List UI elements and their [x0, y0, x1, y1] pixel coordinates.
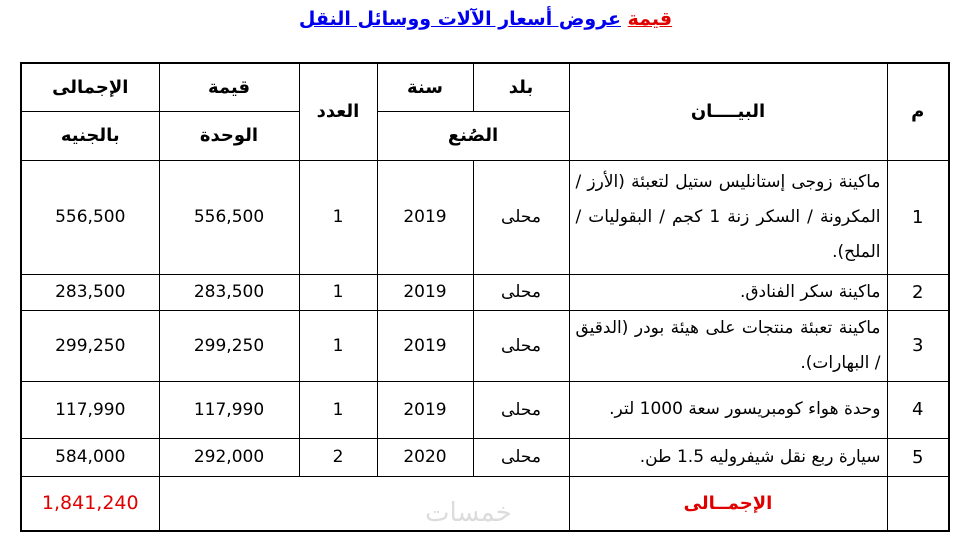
page-title	[0, 8, 971, 30]
table-row	[21, 310, 949, 381]
title-highlight: قيمة	[627, 8, 673, 30]
row-unit-price: 292,000	[159, 438, 299, 476]
row-num: 4	[887, 381, 949, 438]
row-country: محلى	[473, 160, 569, 274]
row-num: 1	[887, 160, 949, 274]
header-manufacture: الصُنع	[377, 111, 569, 160]
row-description: وحدة هواء كومبريسور سعة 1000 لتر.	[569, 381, 887, 438]
row-count: 1	[299, 381, 377, 438]
total-value: 1,841,240	[21, 476, 159, 531]
row-year: 2019	[377, 160, 473, 274]
header-unit-price-1: قيمة	[159, 63, 299, 111]
row-total: 117,990	[21, 381, 159, 438]
row-total: 584,000	[21, 438, 159, 476]
row-total: 283,500	[21, 274, 159, 310]
row-count: 2	[299, 438, 377, 476]
row-count: 1	[299, 274, 377, 310]
row-country: محلى	[473, 381, 569, 438]
header-country: بلد	[473, 63, 569, 111]
table-row	[21, 381, 949, 438]
row-year: 2019	[377, 274, 473, 310]
header-total-1: الإجمالى	[21, 63, 159, 111]
row-num: 5	[887, 438, 949, 476]
row-country: محلى	[473, 310, 569, 381]
table-row	[21, 438, 949, 476]
row-year: 2019	[377, 310, 473, 381]
table-row	[21, 160, 949, 274]
row-description: ماكينة سكر الفنادق.	[569, 274, 887, 310]
row-num: 3	[887, 310, 949, 381]
watermark-logo: خمسات	[425, 498, 512, 528]
total-label: الإجمــالى	[569, 476, 887, 531]
price-table	[20, 62, 950, 532]
row-unit-price: 283,500	[159, 274, 299, 310]
header-year: سنة	[377, 63, 473, 111]
header-total-2: بالجنيه	[21, 111, 159, 160]
row-year: 2020	[377, 438, 473, 476]
header-num: م	[887, 63, 949, 160]
row-description: سيارة ربع نقل شيفروليه 1.5 طن.	[569, 438, 887, 476]
total-empty-cell	[887, 476, 949, 531]
row-unit-price: 556,500	[159, 160, 299, 274]
row-count: 1	[299, 310, 377, 381]
row-description: ماكينة تعبئة منتجات على هيئة بودر (الدقيق / البهارات).	[569, 310, 887, 381]
title-main: عروض أسعار الآلات ووسائل النقل	[298, 8, 621, 30]
header-unit-price-2: الوحدة	[159, 111, 299, 160]
row-total: 556,500	[21, 160, 159, 274]
row-unit-price: 299,250	[159, 310, 299, 381]
row-year: 2019	[377, 381, 473, 438]
row-description: ماكينة زوجى إستانليس ستيل لتعبئة (الأرز / المكرونة / السكر زنة 1 كجم / البقوليات / الملح).	[569, 160, 887, 274]
row-unit-price: 117,990	[159, 381, 299, 438]
table-row	[21, 274, 949, 310]
row-country: محلى	[473, 274, 569, 310]
row-country: محلى	[473, 438, 569, 476]
header-description: البيــــان	[569, 63, 887, 160]
row-num: 2	[887, 274, 949, 310]
header-count: العدد	[299, 63, 377, 160]
row-total: 299,250	[21, 310, 159, 381]
row-count: 1	[299, 160, 377, 274]
